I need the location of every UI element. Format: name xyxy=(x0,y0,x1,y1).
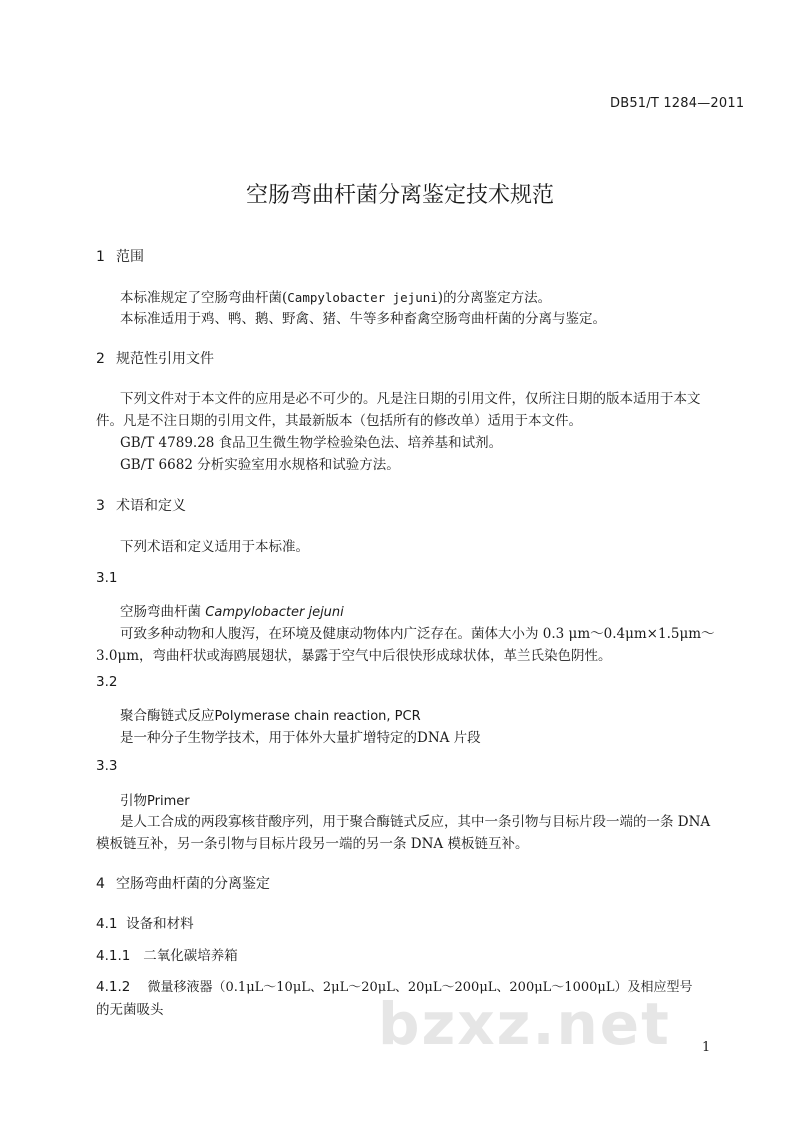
section-2-paragraph-line-2: 件。凡是不注日期的引用文件，其最新版本（包括所有的修改单）适用于本文件。 xyxy=(96,413,582,429)
section-3-intro: 下列术语和定义适用于本标准。 xyxy=(120,539,309,555)
section-2-paragraph-line-1: 下列文件对于本文件的应用是必不可少的。凡是注日期的引用文件，仅所注日期的版本适用于本文 xyxy=(120,391,701,407)
reference-2: GB/T 6682 分析实验室用水规格和试验方法。 xyxy=(120,457,400,473)
term-name-en: Primer xyxy=(147,794,190,809)
section-number: 2 xyxy=(96,351,105,367)
term-3-2-number: 3.2 xyxy=(96,674,118,690)
term-name-en: Polymerase chain reaction, PCR xyxy=(214,709,421,724)
subsection-4-1-1 xyxy=(96,944,238,964)
section-3-heading xyxy=(96,495,186,515)
term-3-3-name xyxy=(120,789,190,809)
reference-1: GB/T 4789.28 食品卫生微生物学检验染色法、培养基和试剂。 xyxy=(120,435,503,451)
term-3-1-number: 3.1 xyxy=(96,570,118,586)
term-3-1-definition-line-1: 可致多种动物和人腹泻，在环境及健康动物体内广泛存在。菌体大小为 0.3 μm～0.4μm×1.5μm～ xyxy=(120,626,715,642)
section-title: 空肠弯曲杆菌的分离鉴定 xyxy=(116,876,270,892)
term-3-2-definition: 是一种分子生物学技术，用于体外大量扩增特定的DNA 片段 xyxy=(120,730,481,746)
term-name-en: Campylobacter jejuni xyxy=(205,605,344,620)
section-1-heading xyxy=(96,246,144,266)
text-segment: 本标准规定了空肠弯曲杆菌( xyxy=(120,290,288,306)
standard-code: DB51/T 1284—2011 xyxy=(610,96,745,111)
subsection-4-1 xyxy=(96,912,194,932)
term-3-3-definition-line-2: 模板链互补，另一条引物与目标片段另一端的另一条 DNA 模板链互补。 xyxy=(96,836,529,852)
term-3-1-name xyxy=(120,600,344,620)
subsection-title: 设备和材料 xyxy=(126,916,194,932)
section-title: 术语和定义 xyxy=(116,498,186,514)
subsection-4-1-2-line-2: 的无菌吸头 xyxy=(96,1002,164,1018)
subsection-number: 4.1.2 xyxy=(96,979,131,995)
section-1-paragraph-2: 本标准适用于鸡、鸭、鹅、野禽、猪、牛等多种畜禽空肠弯曲杆菌的分离与鉴定。 xyxy=(120,311,606,327)
document-title: 空肠弯曲杆菌分离鉴定技术规范 xyxy=(245,183,554,208)
subsection-number: 4.1.1 xyxy=(96,948,131,964)
subsection-text: 微量移液器（0.1μL～10μL、2μL～20μL、20μL～200μL、200μL～1000μL）及相应型号 xyxy=(147,980,693,995)
term-3-3-number: 3.3 xyxy=(96,758,118,774)
section-2-heading xyxy=(96,348,214,368)
term-name-zh: 空肠弯曲杆菌 xyxy=(120,604,201,620)
term-3-1-definition-line-2: 3.0μm，弯曲杆状或海鸥展翅状，暴露于空气中后很快形成球状体，革兰氏染色阴性。 xyxy=(96,648,612,664)
subsection-number: 4.1 xyxy=(96,916,118,932)
section-title: 范围 xyxy=(116,249,144,265)
watermark: bzxz.net xyxy=(378,990,671,1058)
term-name-zh: 聚合酶链式反应 xyxy=(120,708,215,724)
section-number: 4 xyxy=(96,876,105,892)
latin-name: Campylobacter jejuni xyxy=(287,290,438,305)
term-3-2-name xyxy=(120,704,421,724)
subsection-title: 二氧化碳培养箱 xyxy=(143,948,238,964)
section-4-heading xyxy=(96,873,270,893)
term-3-3-definition-line-1: 是人工合成的两段寡核苷酸序列，用于聚合酶链式反应，其中一条引物与目标片段一端的一条 DNA xyxy=(120,814,711,830)
term-name-zh: 引物 xyxy=(120,793,147,809)
section-number: 3 xyxy=(96,498,105,514)
section-title: 规范性引用文件 xyxy=(116,351,214,367)
section-number: 1 xyxy=(96,249,105,265)
section-1-paragraph-1 xyxy=(120,286,551,306)
page-number: 1 xyxy=(702,1040,711,1055)
text-segment: )的分离鉴定方法。 xyxy=(437,290,552,306)
